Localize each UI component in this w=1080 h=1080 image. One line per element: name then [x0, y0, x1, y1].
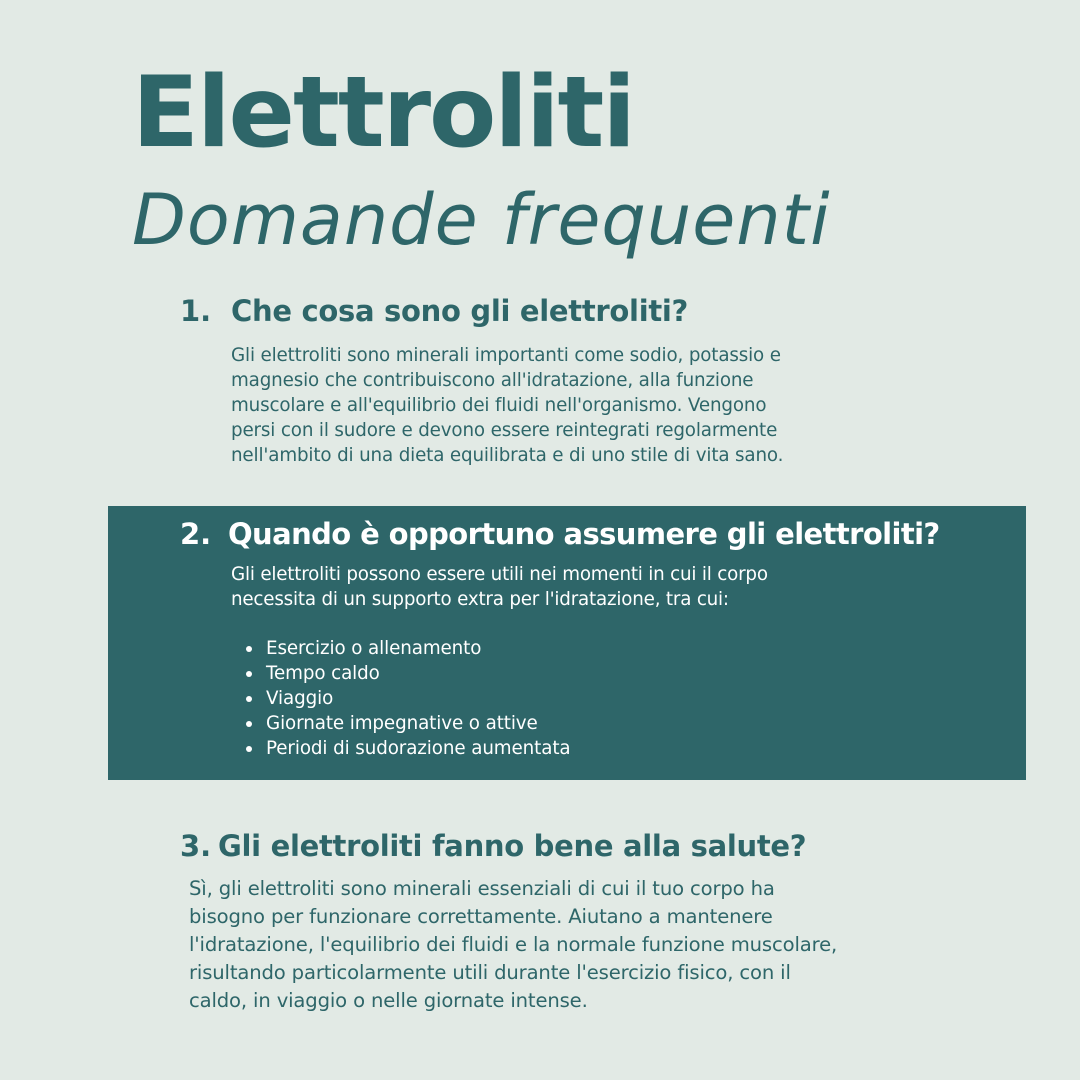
answer-line: bisogno per funzionare correttamente. Aiutano a mantenere: [189, 905, 773, 928]
answer-line: l'idratazione, l'equilibrio dei fluidi e la normale funzione muscolare,: [189, 933, 838, 956]
answer-line: persi con il sudore e devono essere reintegrati regolarmente: [231, 420, 778, 441]
answer-line: necessita di un supporto extra per l'idratazione, tra cui:: [231, 589, 729, 610]
answer-line: muscolare e all'equilibrio dei fluidi nell'organismo. Vengono: [231, 395, 767, 416]
faq-question: Gli elettroliti fanno bene alla salute?: [218, 829, 807, 863]
bullet-item: [246, 711, 570, 736]
answer-line: risultando particolarmente utili durante l'esercizio fisico, con il: [189, 961, 791, 984]
faq-answer: [231, 562, 768, 612]
bullet-dot-icon: [246, 696, 252, 702]
answer-line: nell'ambito di una dieta equilibrata e di uno stile di vita sano.: [231, 445, 784, 466]
faq-number: 2.: [180, 517, 212, 551]
answer-line: Gli elettroliti sono minerali importanti come sodio, potassio e: [231, 345, 781, 366]
faq-answer: [231, 343, 783, 468]
answer-line: Sì, gli elettroliti sono minerali essenziali di cui il tuo corpo ha: [189, 877, 775, 900]
bullet-dot-icon: [246, 746, 252, 752]
faq-question: Quando è opportuno assumere gli elettroliti?: [228, 517, 940, 551]
page-title: Elettroliti: [132, 56, 634, 170]
faq-number: 3.: [180, 829, 212, 863]
answer-line: Gli elettroliti possono essere utili nei momenti in cui il corpo: [231, 564, 768, 585]
page-subtitle: Domande frequenti: [132, 179, 831, 261]
bullet-text: Viaggio: [266, 688, 334, 709]
bullet-item: [246, 736, 570, 761]
answer-line: caldo, in viaggio o nelle giornate intense.: [189, 989, 588, 1012]
bullet-item: [246, 636, 570, 661]
faq-answer: [189, 875, 837, 1015]
bullet-item: [246, 661, 570, 686]
faq-question: Che cosa sono gli elettroliti?: [231, 294, 689, 328]
bullet-dot-icon: [246, 671, 252, 677]
faq-number: 1.: [180, 294, 212, 328]
answer-line: magnesio che contribuiscono all'idratazione, alla funzione: [231, 370, 754, 391]
bullet-dot-icon: [246, 721, 252, 727]
bullet-text: Periodi di sudorazione aumentata: [266, 738, 571, 759]
bullet-text: Tempo caldo: [266, 663, 380, 684]
bullet-text: Giornate impegnative o attive: [266, 713, 538, 734]
bullet-item: [246, 686, 570, 711]
bullet-dot-icon: [246, 646, 252, 652]
bullet-text: Esercizio o allenamento: [266, 638, 482, 659]
bullet-list: [246, 636, 570, 761]
